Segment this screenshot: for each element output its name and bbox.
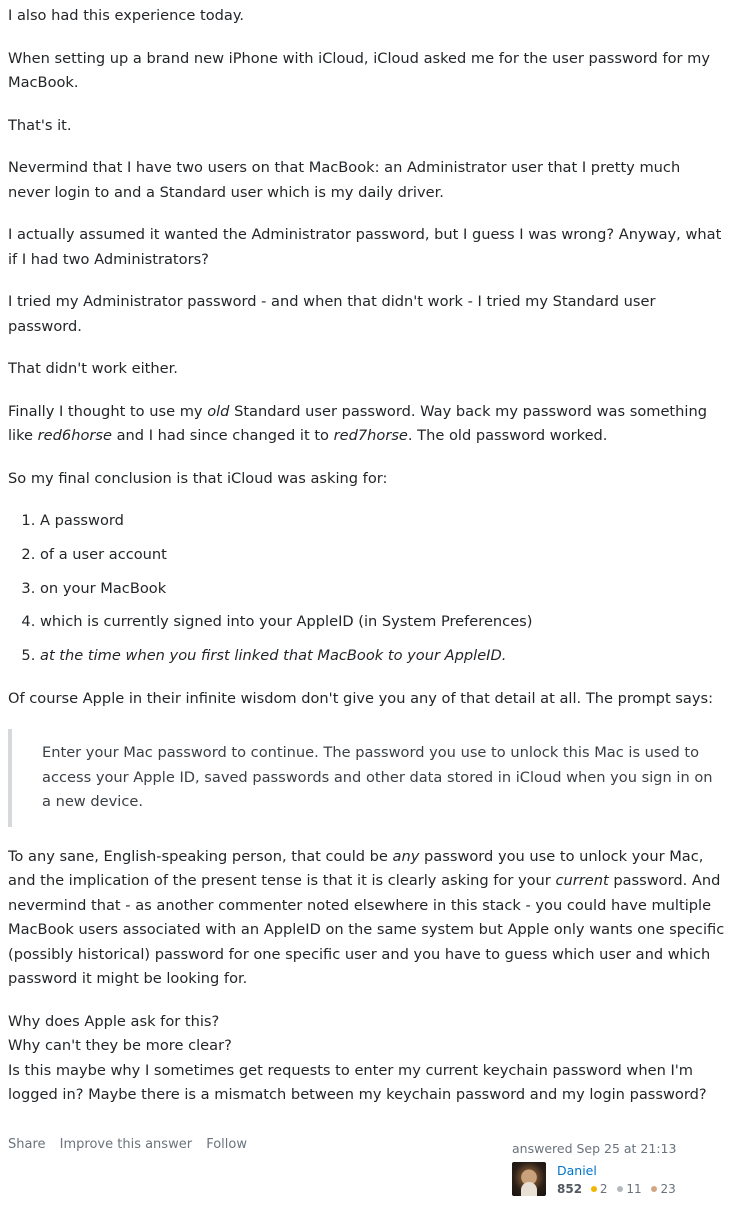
reputation-badges	[557, 1181, 682, 1197]
text: . The old password worked.	[407, 427, 608, 444]
conclusion-list	[8, 509, 726, 669]
text: password you use to unlock your Mac, and the implication of the present tense is that it is clearly asking for your	[8, 847, 704, 890]
avatar[interactable]	[512, 1162, 546, 1196]
paragraph: That's it.	[8, 116, 72, 134]
paragraph: Nevermind that I have two users on that MacBook: an Administrator user that I pretty much never login to and a Standard user which is my daily driver.	[8, 159, 681, 201]
text: To any sane, English-speaking person, that could be	[8, 847, 393, 865]
list-item: 4. which is currently signed into your AppleID (in System Preferences)	[40, 610, 726, 635]
emphasis-any: any	[392, 847, 420, 865]
answered-time[interactable]: answered Sep 25 at 21:13	[512, 1141, 677, 1156]
reputation-score: 852	[557, 1182, 583, 1196]
gold-badges	[591, 1182, 608, 1196]
question-line: Why does Apple ask for this?	[8, 1012, 220, 1030]
text: Standard user password. Way back my password was something like	[8, 402, 707, 444]
emphasis-old-password: red6horse	[37, 427, 112, 444]
paragraph: When setting up a brand new iPhone with iCloud, iCloud asked me for the user password for my MacBook.	[8, 49, 711, 91]
text: password. And nevermind that - as another commenter noted elsewhere in this stack - you could have multiple MacBook users associated with an AppleID on the same system but Apple only wants one specific (possibly historical) password for one specific user and you have to guess which user and which password it might be looking for.	[8, 872, 725, 988]
text: Finally I thought to use my	[8, 402, 208, 420]
paragraph: Of course Apple in their infinite wisdom don't give you any of that detail at all. The prompt says:	[8, 689, 714, 707]
gold-badge-count: 2	[599, 1182, 608, 1196]
user-signature	[512, 1140, 712, 1198]
prompt-quote	[8, 729, 726, 827]
closing-questions	[8, 1010, 726, 1108]
emphasis-current: current	[555, 872, 609, 890]
paragraph: That didn't work either.	[8, 360, 178, 377]
paragraph: I tried my Administrator password - and when that didn't work - I tried my Standard user password.	[8, 293, 656, 335]
user-card	[512, 1162, 712, 1198]
gold-badge-icon	[591, 1186, 597, 1192]
share-link[interactable]: Share	[8, 1137, 46, 1152]
follow-link[interactable]: Follow	[206, 1137, 247, 1152]
silver-badge-count: 11	[626, 1182, 642, 1196]
list-item: 1. A password	[40, 509, 726, 534]
text: and I had since changed it to	[111, 427, 334, 444]
quote-text: Enter your Mac password to continue. The password you use to unlock this Mac is used to access your Apple ID, saved passwords and other data stored in iCloud when you sign in on a new device.	[42, 744, 713, 811]
bronze-badge-icon	[651, 1186, 657, 1192]
answer-body	[8, 0, 726, 1126]
silver-badge-icon	[617, 1186, 623, 1192]
paragraph: I also had this experience today.	[8, 7, 245, 24]
list-item-emphasis: at the time when you first linked that MacBook to your AppleID.	[40, 647, 507, 665]
question-line: Why can't they be more clear?	[8, 1037, 232, 1055]
list-item: 3. on your MacBook	[40, 577, 726, 602]
bronze-badge-count: 23	[660, 1182, 676, 1196]
improve-answer-link[interactable]: Improve this answer	[59, 1137, 193, 1152]
post-menu	[8, 1137, 257, 1152]
list-item: 2. of a user account	[40, 543, 726, 568]
user-name-link[interactable]: Daniel	[557, 1163, 597, 1178]
emphasis-new-password: red7horse	[333, 427, 408, 444]
paragraph	[8, 400, 726, 449]
emphasis-old: old	[207, 402, 230, 420]
list-item	[40, 644, 726, 669]
paragraph: I actually assumed it wanted the Administrator password, but I guess I was wrong? Anyway, what if I had two Administrators?	[8, 226, 722, 268]
question-line: Is this maybe why I sometimes get requests to enter my current keychain password when I'm logged in? Maybe there is a mismatch between my keychain password and my login password?	[8, 1061, 707, 1104]
bronze-badges	[651, 1182, 675, 1196]
silver-badges	[617, 1182, 641, 1196]
paragraph	[8, 845, 726, 992]
paragraph: So my final conclusion is that iCloud was asking for:	[8, 469, 388, 487]
